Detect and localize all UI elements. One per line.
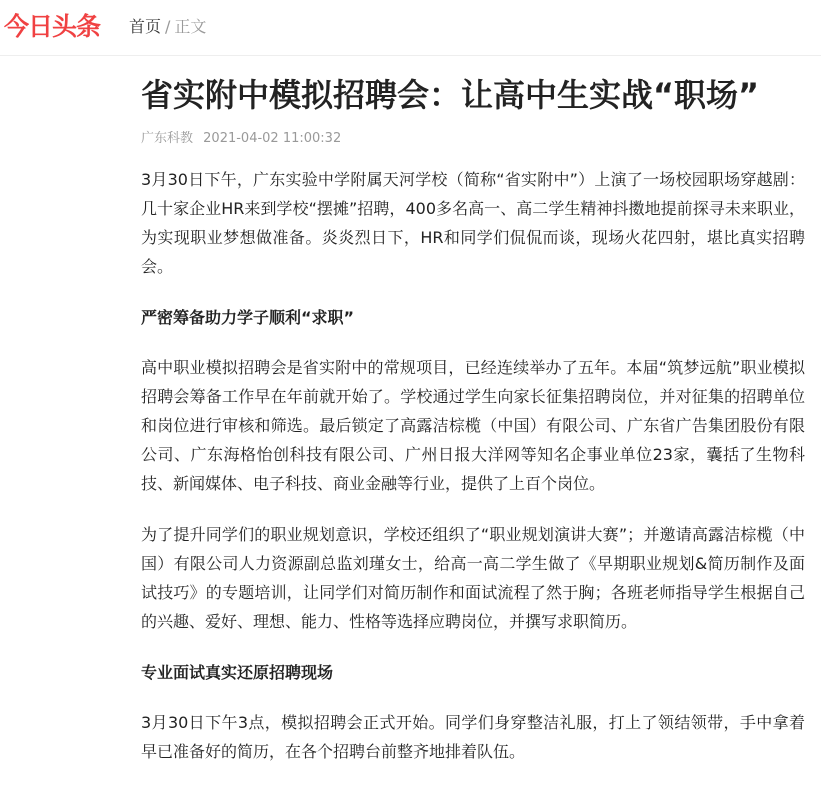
article-body (141, 165, 805, 766)
breadcrumb-home-link[interactable]: 首页 (129, 17, 162, 36)
article-paragraph: 为了提升同学们的职业规划意识，学校还组织了“职业规划演讲大赛”；并邀请高露洁棕榄（中国）有限公司人力资源副总监刘瑾女士，给高一高二学生做了《早期职业规划&简历制作及面试技巧》的专题培训，让同学们对简历制作和面试流程了然于胸；各班老师指导学生根据自己的兴趣、爱好、理想、能力、性格等选择应聘岗位，并撰写求职简历。 (141, 525, 805, 631)
top-navigation-bar (0, 0, 821, 56)
article-meta (141, 130, 805, 148)
breadcrumb-current: 正文 (174, 17, 207, 36)
article-source[interactable]: 广东科教 (141, 131, 194, 146)
breadcrumb-separator: / (165, 17, 171, 36)
article-subheading: 专业面试真实还原招聘现场 (141, 663, 334, 682)
article-subheading: 严密筹备助力学子顺利“求职” (141, 308, 355, 327)
article-title: 省实附中模拟招聘会：让高中生实战“职场” (141, 76, 760, 114)
article-paragraph: 3月30日下午，广东实验中学附属天河学校（简称“省实附中”）上演了一场校园职场穿越剧：几十家企业HR来到学校“摆摊”招聘，400多名高一、高二学生精神抖擞地提前探寻未来职业，为实现职业梦想做准备。炎炎烈日下，HR和同学们侃侃而谈，现场火花四射，堪比真实招聘会。 (141, 170, 805, 276)
article-timestamp: 2021-04-02 11:00:32 (203, 131, 342, 146)
breadcrumb (129, 16, 206, 38)
toutiao-logo[interactable]: 今日头条 (4, 12, 101, 41)
article (141, 74, 805, 788)
article-paragraph: 高中职业模拟招聘会是省实附中的常规项目，已经连续举办了五年。本届“筑梦远航”职业模拟招聘会筹备工作早在年前就开始了。学校通过学生向家长征集招聘岗位，并对征集的招聘单位和岗位进行审核和筛选。最后锁定了高露洁棕榄（中国）有限公司、广东省广告集团股份有限公司、广东海格怡创科技有限公司、广州日报大洋网等知名企事业单位23家，囊括了生物科技、新闻媒体、电子科技、商业金融等行业，提供了上百个岗位。 (141, 358, 805, 493)
article-paragraph: 3月30日下午3点，模拟招聘会正式开始。同学们身穿整洁礼服，打上了领结领带，手中拿着早已准备好的简历，在各个招聘台前整齐地排着队伍。 (141, 713, 805, 761)
